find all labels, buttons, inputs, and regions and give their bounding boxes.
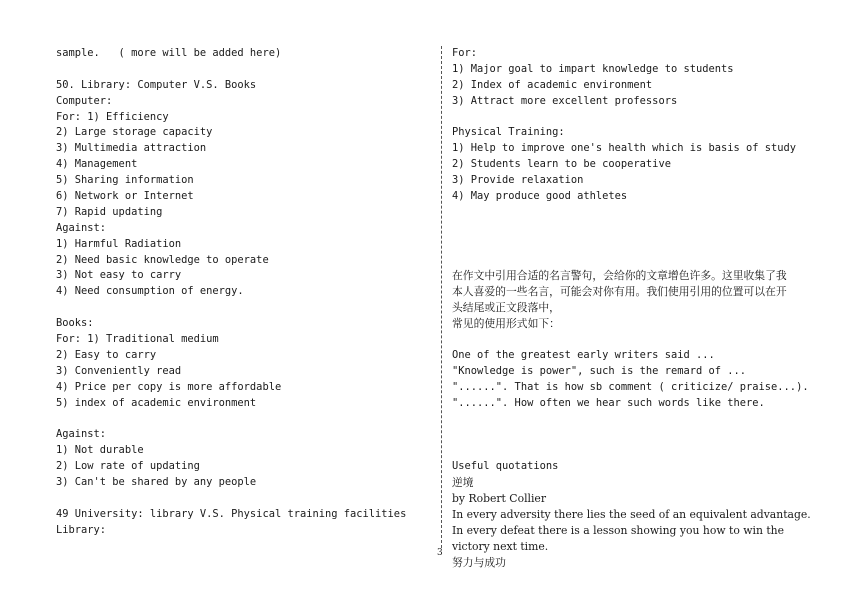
text-line: 5) index of academic environment xyxy=(56,396,257,409)
text-line: 1) Major goal to impart knowledge to students xyxy=(452,62,734,75)
text-line: 2) Easy to carry xyxy=(56,348,157,361)
text-line xyxy=(452,332,832,348)
text-line: Books: xyxy=(56,317,94,330)
chinese-text-line: 头结尾或正文段落中， xyxy=(452,301,560,315)
text-line: For: xyxy=(452,47,478,59)
text-line: 3) Provide relaxation xyxy=(452,174,584,187)
quotation-title: 逆境 xyxy=(452,476,474,490)
text-line: 1) Not durable xyxy=(56,444,144,457)
text-line: 4) Management xyxy=(56,158,138,171)
text-line xyxy=(452,221,832,237)
chinese-text-line: 本人喜爱的一些名言，可能会对你有用。我们使用引用的位置可以在开 xyxy=(452,285,787,299)
quotation-author: by Robert Collier xyxy=(452,491,546,505)
left-column xyxy=(56,46,428,539)
text-line: 1) Harmful Radiation xyxy=(56,237,182,250)
text-line: Physical Training: xyxy=(452,126,565,139)
text-line: 2) Need basic knowledge to operate xyxy=(56,253,269,266)
text-line xyxy=(56,300,428,316)
text-line: For: 1) Traditional medium xyxy=(56,333,219,346)
text-line: 4) Price per copy is more affordable xyxy=(56,380,282,393)
text-line: Library: xyxy=(56,523,107,536)
text-line: sample. ( more will be added here) xyxy=(56,47,282,59)
page-number: 3 xyxy=(437,548,443,558)
text-line: 3) Multimedia attraction xyxy=(56,142,207,155)
text-line: 4) May produce good athletes xyxy=(452,190,628,203)
quotation-title: 努力与成功 xyxy=(452,555,506,569)
text-line: Against: xyxy=(56,428,107,441)
text-line xyxy=(452,110,832,126)
text-line: 2) Large storage capacity xyxy=(56,126,213,139)
chinese-text-line: 常见的使用形式如下： xyxy=(452,317,560,331)
text-line xyxy=(452,253,832,269)
section-heading: 49 University: library V.S. Physical training facilities xyxy=(56,507,407,520)
text-line: 4) Need consumption of energy. xyxy=(56,285,244,298)
section-heading: Useful quotations xyxy=(452,460,559,473)
quotation-text: In every defeat there is a lesson showing you how to win the xyxy=(452,523,785,537)
text-line xyxy=(452,427,832,443)
text-line: "......". How often we hear such words like there. xyxy=(452,396,765,409)
text-line xyxy=(452,237,832,253)
text-line: 3) Attract more excellent professors xyxy=(452,94,678,107)
text-line: Against: xyxy=(56,221,107,234)
chinese-text-line: 在作文中引用合适的名言警句，会给你的文章增色许多。这里收集了我 xyxy=(452,269,787,283)
text-line xyxy=(452,443,832,459)
text-line: 7) Rapid updating xyxy=(56,205,163,218)
column-divider xyxy=(441,46,442,548)
text-line: One of the greatest early writers said ... xyxy=(452,348,715,361)
text-line: "Knowledge is power", such is the remard of ... xyxy=(452,364,747,377)
text-line: For: 1) Efficiency xyxy=(56,110,169,123)
text-line: 2) Low rate of updating xyxy=(56,460,200,473)
right-column xyxy=(452,46,832,570)
text-line: 3) Not easy to carry xyxy=(56,269,182,282)
text-line: Computer: xyxy=(56,94,113,107)
section-heading: 50. Library: Computer V.S. Books xyxy=(56,78,257,91)
text-line xyxy=(452,205,832,221)
text-line xyxy=(56,62,428,78)
text-line: 1) Help to improve one's health which is basis of study xyxy=(452,142,797,155)
text-line: 2) Index of academic environment xyxy=(452,78,653,91)
text-line: 3) Conveniently read xyxy=(56,364,182,377)
text-line: 2) Students learn to be cooperative xyxy=(452,158,671,171)
text-line: 3) Can't be shared by any people xyxy=(56,476,257,489)
quotation-text: In every adversity there lies the seed of an equivalent advantage. xyxy=(452,507,811,521)
text-line xyxy=(452,411,832,427)
text-line xyxy=(56,491,428,507)
text-line: "......". That is how sb comment ( criticize/ praise...). xyxy=(452,380,809,393)
text-line: 6) Network or Internet xyxy=(56,190,194,203)
quotation-text: victory next time. xyxy=(452,539,549,553)
text-line: 5) Sharing information xyxy=(56,174,194,187)
text-line xyxy=(56,411,428,427)
